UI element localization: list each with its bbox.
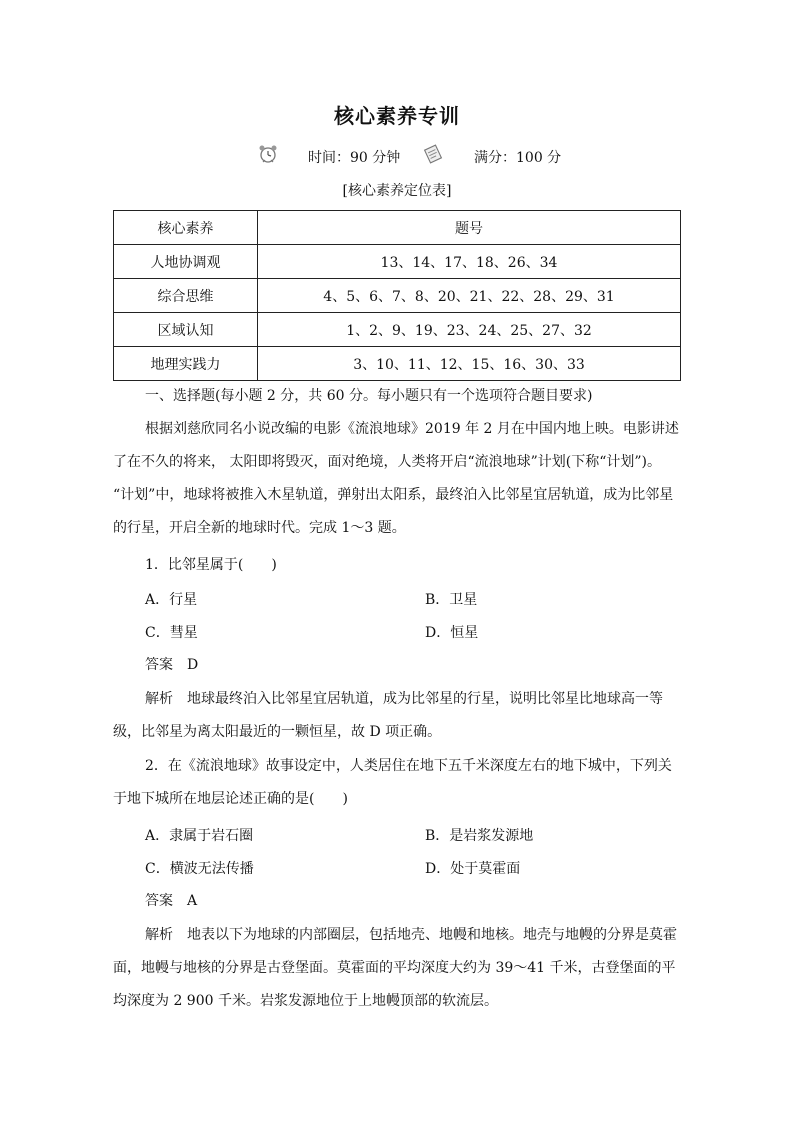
table-cell: 3、10、11、12、15、16、30、33 (258, 347, 681, 381)
intro-paragraph: 根据刘慈欣同名小说改编的电影《流浪地球》2019 年 2 月在中国内地上映。电影讲述了在不久的将来， 太阳即将毁灭，面对绝境，人类将开启“流浪地球”计划(下称“计划”)。 “计划”中，地球将被推入木星轨道，弹射出太阳系，最终泊入比邻星宜居轨道，成为比邻星的行星，开启全新的地球时代。完成 1～3 题。 (113, 421, 679, 536)
table-caption: [核心素养定位表] (342, 183, 452, 199)
table-cell: 人地协调观 (114, 245, 258, 279)
exam-time: 时间：90 分钟 (308, 150, 401, 166)
exam-score: 满分：100 分 (474, 150, 562, 166)
answer-label: 答案 (145, 893, 173, 909)
table-cell: 区域认知 (114, 313, 258, 347)
table-row (114, 313, 681, 347)
table-cell: 13、14、17、18、26、34 (258, 245, 681, 279)
q1-option-c: C．彗星 (145, 625, 198, 641)
exam-paper-icon (422, 144, 444, 168)
analysis-label: 解析 (145, 691, 173, 707)
analysis-label: 解析 (145, 927, 173, 943)
table-row (114, 347, 681, 381)
q2-option-c: C．横波无法传播 (145, 861, 254, 877)
question-1-stem: 1．比邻星属于( ) (145, 557, 277, 573)
alarm-clock-icon (257, 144, 279, 168)
q1-answer (113, 649, 681, 682)
question-2-stem: 2．在《流浪地球》故事设定中，人类居住在地下五千米深度左右的地下城中，下列关于地下城所在地层论述正确的是( ) (113, 758, 672, 807)
q1-analysis (113, 683, 681, 749)
table-cell: 综合思维 (114, 279, 258, 313)
q1-option-a: A．行星 (145, 592, 198, 608)
table-header-row (114, 211, 681, 245)
q2-analysis (113, 919, 681, 1018)
q2-answer (113, 885, 681, 918)
analysis-text: 地表以下为地球的内部圈层，包括地壳、地幔和地核。地壳与地幔的分界是莫霍面，地幔与地核的分界是古登堡面。莫霍面的平均深度大约为 39～41 千米，古登堡面的平均深度为 2 900 千米。岩浆发源地位于上地幔顶部的软流层。 (113, 927, 677, 1009)
q2-option-d: D．处于莫霍面 (425, 861, 521, 877)
analysis-text: 地球最终泊入比邻星宜居轨道，成为比邻星的行星，说明比邻星比地球高一等级，比邻星为离太阳最近的一颗恒星，故 D 项正确。 (113, 691, 663, 740)
answer-value: A (187, 893, 198, 909)
table-header: 核心素养 (114, 211, 258, 245)
answer-label: 答案 (145, 657, 173, 673)
table-cell: 4、5、6、7、8、20、21、22、28、29、31 (258, 279, 681, 313)
page-title: 核心素养专训 (334, 104, 460, 128)
table-row (114, 279, 681, 313)
q2-option-b: B．是岩浆发源地 (425, 828, 534, 844)
section-heading: 一、选择题(每小题 2 分，共 60 分。每小题只有一个选项符合题目要求) (145, 388, 593, 404)
q1-option-d: D．恒星 (425, 625, 479, 641)
table-row (114, 245, 681, 279)
table-header: 题号 (258, 211, 681, 245)
q2-option-a: A．隶属于岩石圈 (145, 828, 254, 844)
exam-meta (0, 144, 794, 168)
table-cell: 地理实践力 (114, 347, 258, 381)
q1-option-b: B．卫星 (425, 592, 478, 608)
answer-value: D (187, 657, 199, 673)
table-cell: 1、2、9、19、23、24、25、27、32 (258, 313, 681, 347)
literacy-table (113, 210, 681, 381)
